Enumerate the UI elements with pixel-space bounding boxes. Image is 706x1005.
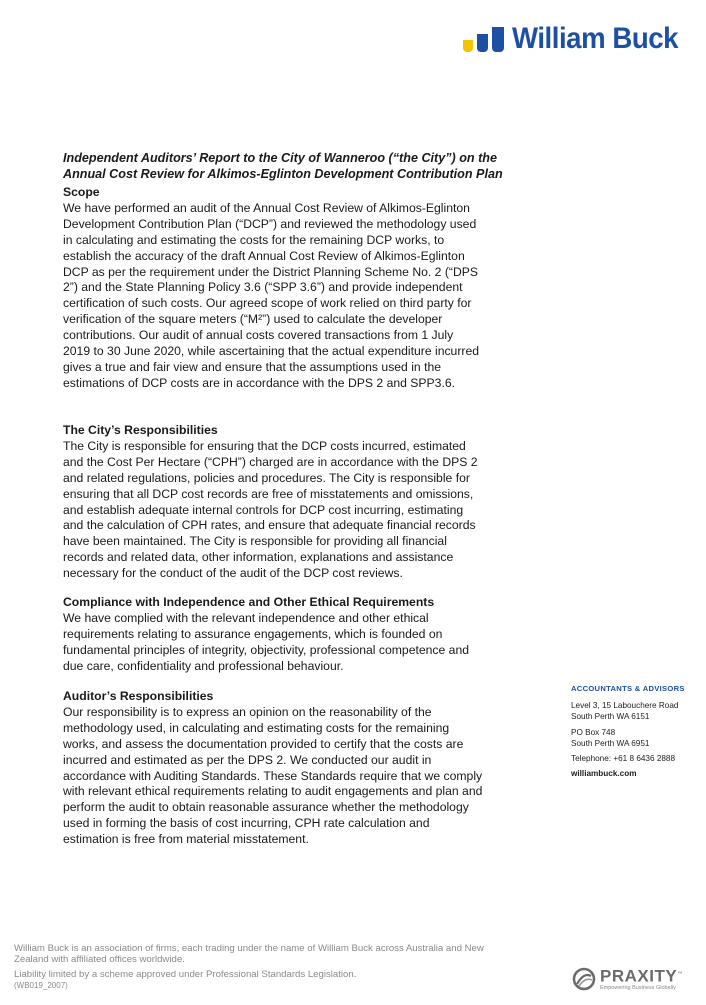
praxity-symbol-icon	[572, 967, 596, 991]
report-title-line-1: Independent Auditors’ Report to the City of Wanneroo (“the City”) on the	[63, 151, 497, 165]
footer-line-2: Liability limited by a scheme approved under Professional Standards Legislation.	[14, 968, 357, 980]
section-heading: Compliance with Independence and Other Ethical Requirements	[63, 595, 435, 609]
praxity-tagline: Empowering Business Globally	[600, 984, 676, 991]
address-line: South Perth WA 6151	[571, 712, 650, 722]
footer-line-1: William Buck is an association of firms, each trading under the name of William Buck across Australia and New Zealand with affiliated offices worldwide.	[14, 943, 484, 965]
footer-code: (WB019_2007)	[14, 981, 68, 991]
praxity-logo	[572, 966, 683, 992]
logo-brand-name: William Buck	[511, 22, 678, 55]
section-heading: Scope	[63, 185, 100, 199]
section-heading: The City’s Responsibilities	[63, 423, 218, 437]
report-title	[63, 150, 543, 182]
sidebar-heading: ACCOUNTANTS & ADVISORS	[571, 684, 685, 693]
po-line: South Perth WA 6951	[571, 738, 650, 748]
william-buck-logo	[463, 22, 692, 56]
praxity-name: PRAXITY	[600, 966, 678, 986]
footer-disclaimer	[14, 944, 514, 992]
praxity-trademark: ™	[677, 971, 683, 977]
contact-sidebar	[571, 683, 701, 779]
section-heading: Auditor’s Responsibilities	[63, 689, 214, 703]
section-body: The City is responsible for ensuring that the DCP costs incurred, estimated and the Cost Per Hectare (“CPH”) charged are in accordance with the DPS 2 and related regulations, policies and procedures. The City is responsible for ensuring that all DCP cost records are free of misstatements and omissions, and establish adequate internal controls for DCP cost incurring, estimating and the calculation of CPH rates, and ensure that adequate financial records have been maintained. The City is responsible for providing all financial records and related data, other information, explanations and assistance necessary for the conduct of the audit of the DCP cost reviews.	[63, 438, 478, 581]
section-body: We have complied with the relevant independence and other ethical requirements relating to assurance engagements, which is founded on fundamental principles of integrity, objectivity, professional competence and due care, confidentiality and professional behaviour.	[63, 610, 470, 673]
address-line: Level 3, 15 Labouchere Road	[571, 701, 679, 711]
telephone: Telephone: +61 8 6436 2888	[571, 754, 676, 764]
section-city-responsibilities	[63, 423, 483, 582]
section-scope	[63, 185, 483, 392]
street-address	[571, 700, 701, 722]
report-title-line-2: Annual Cost Review for Alkimos-Eglinton Development Contribution Plan	[63, 167, 503, 181]
postal-address	[571, 727, 701, 749]
po-line: PO Box 748	[571, 727, 616, 737]
praxity-wordmark	[600, 966, 683, 992]
section-body: We have performed an audit of the Annual Cost Review of Alkimos-Eglinton Development Contribution Plan (“DCP”) and reviewed the methodology used in calculating and estimating the costs for the remaining DCP works, to establish the accuracy of the draft Annual Cost Review of Alkimos-Eglinton DCP as per the requirement under the District Planning Scheme No. 2 (“DPS 2”) and the State Planning Policy 3.6 (“SPP 3.6”) and provide independent certification of such costs. Our agreed scope of work relied on third party for verification of the square meters (“M²”) used to calculate the developer contributions. Our audit of annual costs covered transactions from 1 July 2019 to 30 June 2020, while ascertaining that the actual expenditure incurred gives a true and fair view and ensure that the assumptions used in the estimations of DCP costs are in accordance with the DPS 2 and SPP3.6.	[63, 200, 480, 390]
section-body: Our responsibility is to express an opinion on the reasonability of the methodology used, in calculating and estimating costs for the remaining works, and assess the documentation provided to certify that the costs are incurred and estimated as per the DPS 2. We conducted our audit in accordance with Auditing Standards. These Standards require that we comply with relevant ethical requirements relating to audit engagements and plan and perform the audit to obtain reasonable assurance whether the methodology used in forming the basis of cost incurring, CPH rate calculation and estimation is free from material misstatement.	[63, 704, 483, 847]
section-compliance	[63, 595, 483, 675]
section-auditor-responsibilities	[63, 689, 483, 848]
website-link[interactable]: williambuck.com	[571, 769, 637, 779]
william-buck-logo-mark-icon	[463, 24, 507, 54]
